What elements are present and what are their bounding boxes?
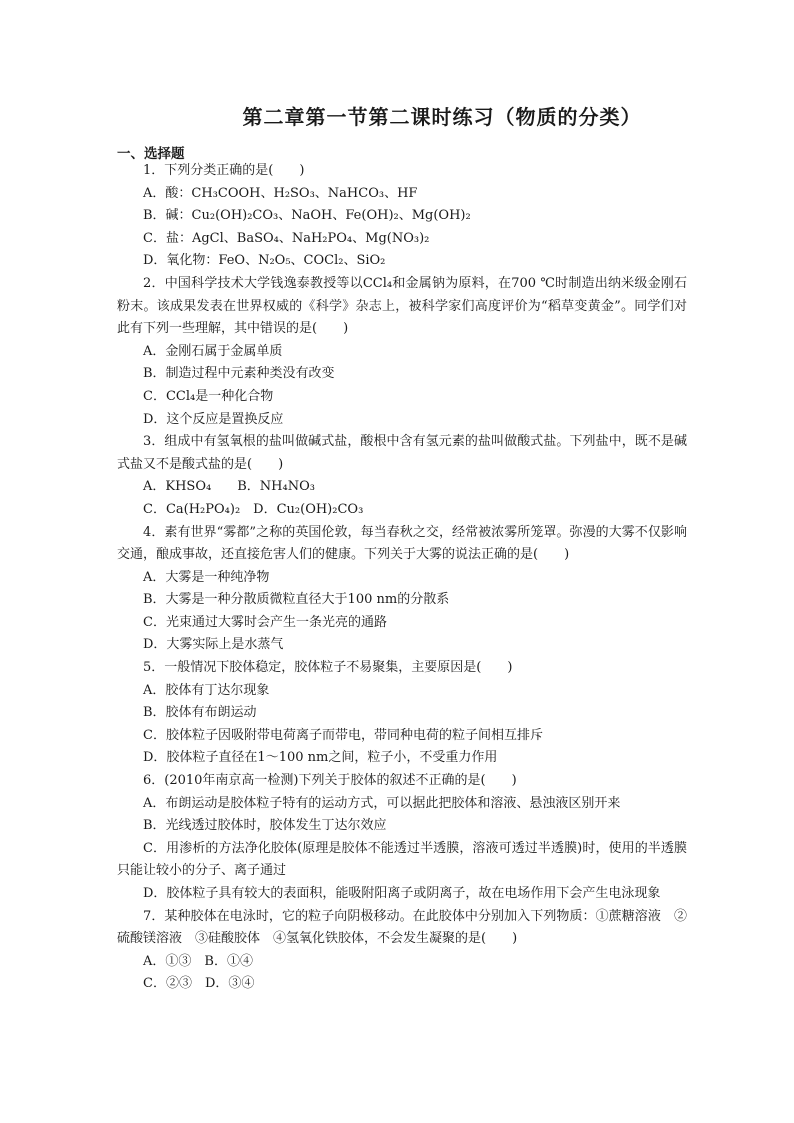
question-stem: 6．(2010年南京高一检测)下列关于胶体的叙述不正确的是( ) — [143, 773, 517, 789]
question-item — [117, 770, 687, 906]
question-stem: 2．中国科学技术大学钱逸泰教授等以CCl₄和金属钠为原料，在700 ℃时制造出纳米级金刚石粉末。该成果发表在世界权威的《科学》杂志上，被科学家们高度评价为“稻草变黄金”。同学们对此有下列一些理解，其中错误的是( ) — [117, 275, 687, 337]
answer-option: A．KHSO₄ B．NH₄NO₃ — [143, 479, 315, 495]
question-item — [117, 657, 687, 770]
answer-option: B．大雾是一种分散质微粒直径大于100 nm的分散系 — [143, 592, 450, 608]
question-stem: 7．某种胶体在电泳时，它的粒子向阴极移动。在此胶体中分别加入下列物质：①蔗糖溶液 ②硫酸镁溶液 ③硅酸胶体 ④氢氧化铁胶体，不会发生凝聚的是( ) — [117, 908, 687, 947]
question-stem: 3．组成中有氢氧根的盐叫做碱式盐，酸根中含有氢元素的盐叫做酸式盐。下列盐中，既不是碱式盐又不是酸式盐的是( ) — [117, 434, 687, 472]
question-list — [117, 160, 687, 996]
section-heading: 一、选择题 — [117, 146, 185, 162]
answer-option: C．②③ D．③④ — [143, 976, 255, 992]
answer-option: C．CCl₄是一种化合物 — [143, 388, 274, 404]
question-stem: 5．一般情况下胶体稳定，胶体粒子不易聚集，主要原因是( ) — [143, 660, 513, 676]
answer-option: A．①③ B．①④ — [143, 953, 253, 969]
answer-option: A．胶体有丁达尔现象 — [143, 682, 270, 698]
answer-option: A．布朗运动是胶体粒子特有的运动方式，可以据此把胶体和溶液、悬浊液区别开来 — [143, 795, 621, 811]
question-stem: 1．下列分类正确的是( ) — [143, 163, 305, 178]
answer-option: C．用渗析的方法净化胶体(原理是胶体不能透过半透膜，溶液可透过半透膜)时，使用的半透膜只能让较小的分子、离子通过 — [117, 840, 687, 879]
answer-option: D．氧化物：FeO、N₂O₅、COCl₂、SiO₂ — [143, 253, 386, 269]
answer-option: C．盐：AgCl、BaSO₄、NaH₂PO₄、Mg(NO₃)₂ — [143, 230, 430, 246]
question-item — [117, 160, 687, 273]
answer-option: B．碱：Cu₂(OH)₂CO₃、NaOH、Fe(OH)₂、Mg(OH)₂ — [143, 208, 471, 224]
question-stem: 4．素有世界“雾都”之称的英国伦敦，每当春秋之交，经常被浓雾所笼罩。弥漫的大雾不仅影响交通，酿成事故，还直接危害人们的健康。下列关于大雾的说法正确的是( ) — [117, 524, 687, 563]
answer-option: B．胶体有布朗运动 — [143, 705, 257, 721]
answer-option: B．制造过程中元素种类没有改变 — [143, 366, 335, 382]
answer-option: A．酸：CH₃COOH、H₂SO₃、NaHCO₃、HF — [143, 185, 418, 201]
answer-option: D．大雾实际上是水蒸气 — [143, 637, 284, 653]
answer-option: B．光线透过胶体时，胶体发生丁达尔效应 — [143, 818, 387, 834]
answer-option: A．金刚石属于金属单质 — [143, 343, 283, 359]
question-item — [117, 431, 687, 521]
question-item — [117, 906, 687, 996]
page-title: 第二章第一节第二课时练习（物质的分类） — [242, 105, 642, 129]
question-item — [117, 522, 687, 658]
answer-option: C．Ca(H₂PO₄)₂ D．Cu₂(OH)₂CO₃ — [143, 501, 364, 517]
answer-option: D．胶体粒子具有较大的表面积，能吸附阳离子或阴离子，故在电场作用下会产生电泳现象 — [143, 886, 661, 901]
answer-option: D．这个反应是置换反应 — [143, 411, 284, 427]
answer-option: C．光束通过大雾时会产生一条光亮的通路 — [143, 614, 387, 630]
answer-option: C．胶体粒子因吸附带电荷离子而带电，带同种电荷的粒子间相互排斥 — [143, 727, 543, 743]
question-item — [117, 273, 687, 431]
answer-option: D．胶体粒子直径在1～100 nm之间，粒子小，不受重力作用 — [143, 750, 498, 766]
answer-option: A．大雾是一种纯净物 — [143, 569, 270, 585]
